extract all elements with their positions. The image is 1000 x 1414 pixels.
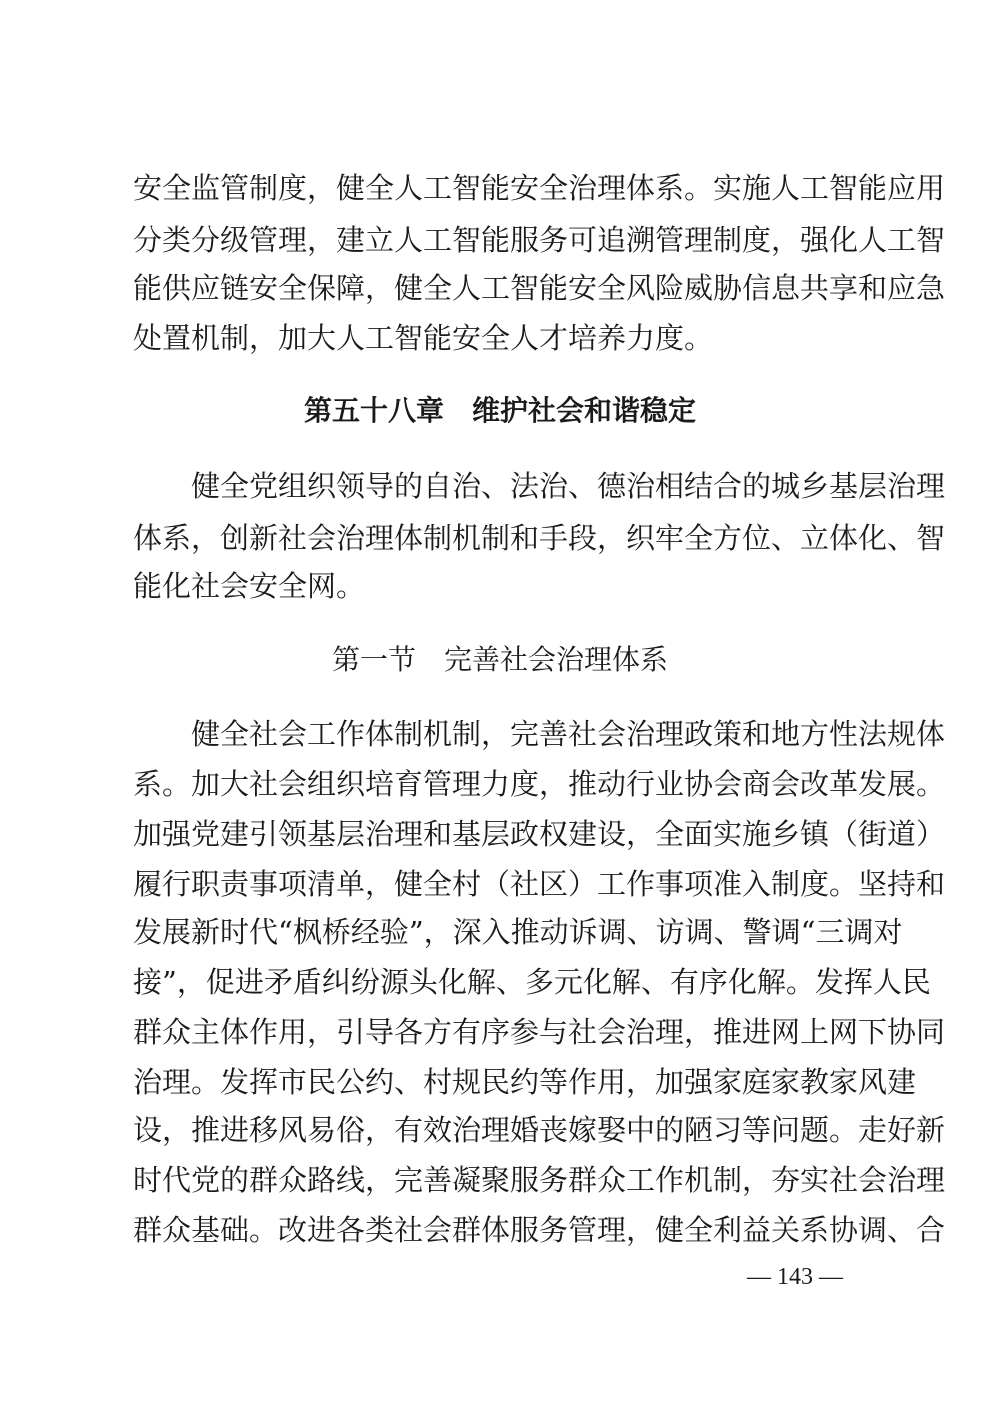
paragraph-2-line-1: 健全党组织领导的自治、法治、德治相结合的城乡基层治理	[191, 469, 946, 503]
paragraph-3-line-3: 加强党建引领基层治理和基层政权建设，全面实施乡镇（街道）	[133, 817, 946, 851]
section-heading: 第一节 完善社会治理体系	[331, 643, 668, 676]
paragraph-2-line-3: 能化社会安全网。	[133, 569, 366, 603]
paragraph-1-line-4: 处置机制，加大人工智能安全人才培养力度。	[133, 321, 714, 355]
paragraph-3-line-5: 发展新时代“枫桥经验”，深入推动诉调、访调、警调“三调对	[133, 915, 903, 949]
chapter-heading: 第五十八章 维护社会和谐稳定	[303, 394, 696, 427]
paragraph-3-line-1: 健全社会工作体制机制，完善社会治理政策和地方性法规体	[191, 717, 946, 751]
paragraph-1-line-1: 安全监管制度，健全人工智能安全治理体系。实施人工智能应用	[133, 171, 946, 205]
paragraph-3-line-2: 系。加大社会组织培育管理力度，推动行业协会商会改革发展。	[133, 767, 946, 801]
paragraph-3-line-7: 群众主体作用，引导各方有序参与社会治理，推进网上网下协同	[133, 1015, 946, 1049]
paragraph-3-line-10: 时代党的群众路线，完善凝聚服务群众工作机制，夯实社会治理	[133, 1163, 946, 1197]
page-number: — 143 —	[747, 1264, 843, 1290]
paragraph-2-line-2: 体系，创新社会治理体制机制和手段，织牢全方位、立体化、智	[133, 521, 946, 555]
paragraph-1-line-2: 分类分级管理，建立人工智能服务可追溯管理制度，强化人工智	[133, 223, 946, 257]
paragraph-1-line-3: 能供应链安全保障，健全人工智能安全风险威胁信息共享和应急	[133, 271, 946, 305]
paragraph-3-line-6: 接”，促进矛盾纠纷源头化解、多元化解、有序化解。发挥人民	[133, 965, 931, 999]
paragraph-3-line-4: 履行职责事项清单，健全村（社区）工作事项准入制度。坚持和	[133, 867, 946, 901]
paragraph-3-line-9: 设，推进移风易俗，有效治理婚丧嫁娶中的陋习等问题。走好新	[133, 1113, 946, 1147]
paragraph-3-line-11: 群众基础。改进各类社会群体服务管理，健全利益关系协调、合	[133, 1213, 946, 1247]
paragraph-3-line-8: 治理。发挥市民公约、村规民约等作用，加强家庭家教家风建	[133, 1065, 917, 1099]
